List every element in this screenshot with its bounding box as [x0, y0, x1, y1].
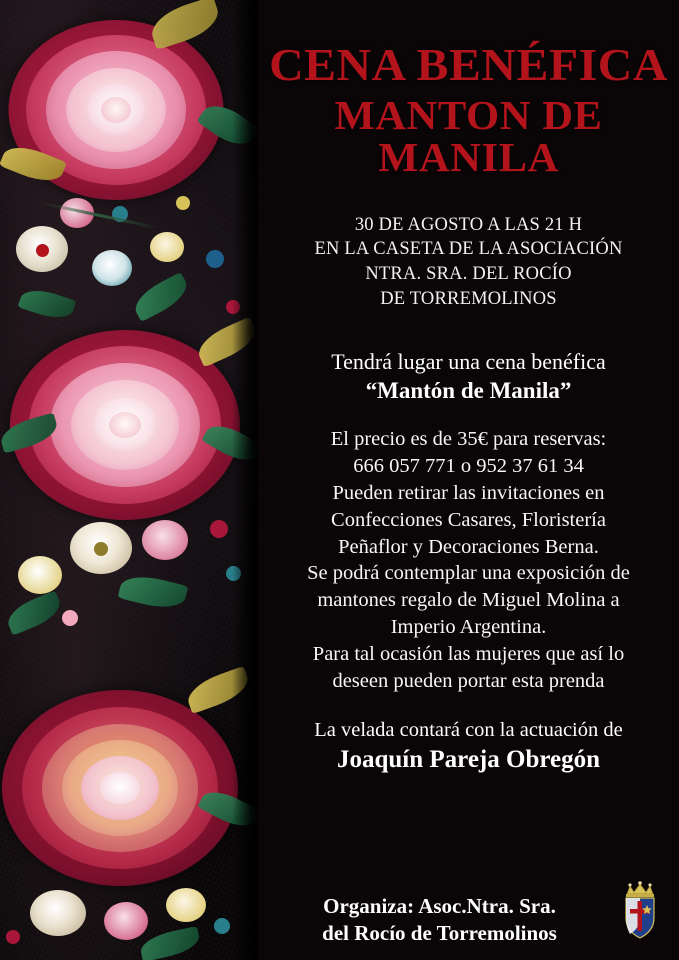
organizer-line-2: del Rocío de Torremolinos [322, 920, 557, 945]
flower-blossom [30, 890, 86, 936]
body-line-phone: 666 057 771 o 952 37 61 34 [353, 454, 584, 477]
body-text [258, 426, 679, 694]
flower-blossom [104, 902, 148, 940]
body-line: Para tal ocasión las mujeres que así lo [312, 642, 625, 665]
flower-center [36, 244, 49, 257]
event-association-line: NTRA. SRA. DEL ROCÍO [365, 264, 572, 285]
organizer-line-1: Organiza: Asoc.Ntra. Sra. [323, 894, 556, 919]
embroidery-dot [210, 520, 228, 538]
body-line: Pueden retirar las invitaciones en [332, 481, 605, 504]
body-line: mantones regalo de Miguel Molina a [317, 589, 620, 612]
artist-intro-line: La velada contará con la actuación de [314, 718, 623, 741]
heraldic-crest-icon [617, 878, 663, 944]
title-line-1: CENA BENÉFICA [269, 39, 668, 90]
embroidery-dot [176, 196, 190, 210]
body-line: Imperio Argentina. [390, 616, 547, 639]
artist-block [258, 719, 679, 774]
body-line: deseen pueden portar esta prenda [332, 669, 605, 692]
event-date-line: 30 DE AGOSTO A LAS 21 H [354, 214, 583, 235]
body-line: Peñaflor y Decoraciones Berna. [338, 535, 599, 558]
poster-text-column [258, 0, 679, 960]
embroidery-dot [206, 250, 224, 268]
flower-blossom [166, 888, 206, 922]
body-line: Se podrá contemplar una exposición de [307, 562, 630, 585]
flower-blossom [92, 250, 132, 286]
embroidery-dot [6, 930, 20, 944]
event-venue-line: EN LA CASETA DE LA ASOCIACIÓN [314, 239, 623, 260]
flower-blossom [18, 556, 62, 594]
intro-highlight: “Mantón de Manila” [365, 378, 572, 404]
organizer-block [258, 893, 679, 946]
embroidered-rose-lower [2, 690, 238, 886]
intro-line: Tendrá lugar una cena benéfica [331, 348, 606, 374]
poster-title [258, 39, 679, 180]
shawl-artwork-panel [0, 0, 258, 960]
title-line-2: MANTON DE MANILA [334, 91, 603, 180]
body-line: Confecciones Casares, Floristería [331, 508, 606, 531]
embroidery-dot [214, 918, 230, 934]
flower-blossom [150, 232, 184, 262]
artist-name: Joaquín Pareja Obregón [337, 745, 600, 773]
flower-blossom [142, 520, 188, 560]
intro-block [258, 348, 679, 406]
embroidery-dot [62, 610, 78, 626]
body-line: El precio es de 35€ para reservas: [330, 428, 607, 451]
event-details [258, 213, 679, 312]
event-city-line: DE TORREMOLINOS [380, 288, 557, 309]
flower-center [94, 542, 108, 556]
